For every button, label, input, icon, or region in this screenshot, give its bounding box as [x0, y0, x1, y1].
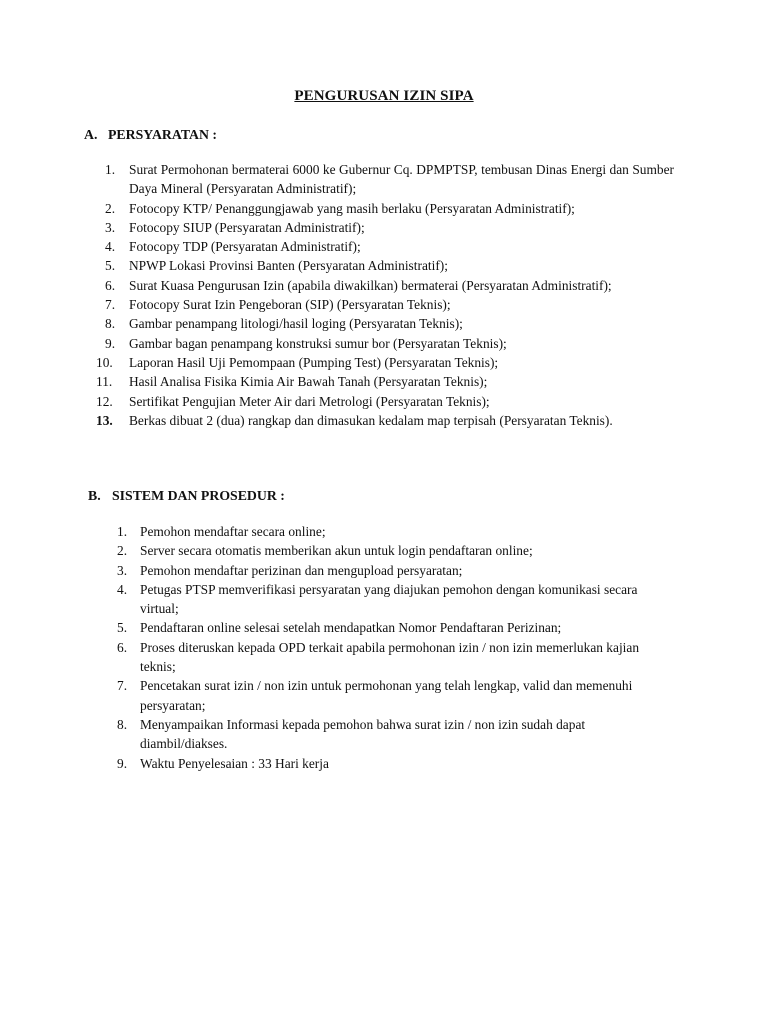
item-number: 8. [105, 316, 116, 332]
item-number: 5. [105, 258, 116, 274]
item-text: Hasil Analisa Fisika Kimia Air Bawah Tanah (Persyaratan Teknis); [129, 374, 488, 390]
item-text: Surat Permohonan bermaterai 6000 ke Gubernur Cq. DPMPTSP, tembusan Dinas Energi dan Sumber Daya Mineral (Persyaratan Administratif); [129, 162, 674, 197]
item-number: 2. [105, 200, 116, 216]
item-text: Pencetakan surat izin / non izin untuk permohonan yang telah lengkap, valid dan memenuhi persyaratan; [140, 678, 633, 713]
item-text: Petugas PTSP memverifikasi persyaratan yang diajukan pemohon dengan komunikasi secara virtual; [140, 581, 638, 617]
item-number: 8. [117, 716, 128, 732]
list-item [96, 372, 674, 391]
list-item [108, 541, 674, 560]
item-number: 9. [117, 755, 128, 771]
item-text: Pemohon mendaftar perizinan dan mengupload persyaratan; [140, 562, 463, 578]
item-number: 6. [105, 277, 116, 293]
section-a-title: PERSYARATAN : [108, 127, 217, 142]
item-text: Fotocopy KTP/ Penanggungjawab yang masih berlaku (Persyaratan Administratif); [129, 200, 575, 216]
item-text: Fotocopy SIUP (Persyaratan Administratif); [129, 219, 365, 235]
item-text: Gambar penampang litologi/hasil loging (Persyaratan Teknis); [129, 316, 463, 332]
item-text: Laporan Hasil Uji Pemompaan (Pumping Test) (Persyaratan Teknis); [129, 354, 499, 370]
list-item [96, 237, 674, 256]
list-item [108, 580, 674, 619]
section-b-title: SISTEM DAN PROSEDUR : [112, 488, 285, 503]
item-number: 10. [96, 354, 113, 370]
item-text: Pendaftaran online selesai setelah mendapatkan Nomor Pendaftaran Perizinan; [140, 620, 562, 636]
list-item [108, 754, 674, 773]
item-number: 2. [117, 543, 128, 559]
list-item [108, 638, 674, 677]
list-item [96, 276, 674, 295]
list-item [96, 199, 674, 218]
item-text: Pemohon mendaftar secara online; [140, 524, 326, 539]
list-item [108, 522, 674, 541]
requirements-list [96, 160, 674, 430]
section-b-letter: B. [88, 488, 101, 503]
list-item [108, 618, 674, 637]
list-item [96, 314, 674, 333]
item-text: Proses diteruskan kepada OPD terkait apabila permohonan izin / non izin memerlukan kajian teknis; [140, 639, 640, 675]
list-item [96, 160, 674, 199]
item-text: Fotocopy TDP (Persyaratan Administratif); [129, 239, 361, 255]
section-b-heading [88, 488, 285, 504]
procedure-list [108, 522, 674, 773]
list-item [96, 353, 674, 372]
item-text: Fotocopy Surat Izin Pengeboran (SIP) (Persyaratan Teknis); [129, 297, 451, 313]
item-number: 7. [117, 678, 128, 694]
list-item [108, 561, 674, 580]
item-number: 9. [105, 335, 116, 351]
document-title: PENGURUSAN IZIN SIPA [294, 88, 474, 104]
section-a-heading [84, 127, 217, 143]
item-number: 4. [105, 239, 116, 255]
item-number: 11. [96, 374, 113, 390]
item-number: 3. [117, 562, 128, 578]
item-text: Berkas dibuat 2 (dua) rangkap dan dimasukan kedalam map terpisah (Persyaratan Teknis). [129, 412, 613, 428]
item-text: Surat Kuasa Pengurusan Izin (apabila diwakilkan) bermaterai (Persyaratan Administratif); [129, 277, 612, 293]
item-number: 4. [117, 581, 128, 597]
list-item [96, 256, 674, 275]
item-text: Waktu Penyelesaian : 33 Hari kerja [140, 755, 329, 771]
item-text: Sertifikat Pengujian Meter Air dari Metrologi (Persyaratan Teknis); [129, 393, 490, 409]
list-item [96, 218, 674, 237]
list-item [108, 676, 674, 715]
item-number: 3. [105, 219, 116, 235]
item-text: Gambar bagan penampang konstruksi sumur bor (Persyaratan Teknis); [129, 335, 507, 351]
item-number: 7. [105, 297, 116, 313]
item-number: 6. [117, 639, 128, 655]
list-item [96, 411, 674, 430]
item-text: Server secara otomatis memberikan akun untuk login pendaftaran online; [140, 543, 533, 559]
item-number: 1. [105, 162, 116, 177]
item-number: 12. [96, 393, 113, 409]
item-number: 5. [117, 620, 128, 636]
item-number: 13. [96, 412, 113, 428]
list-item [108, 715, 674, 754]
section-a-letter: A. [84, 127, 98, 142]
list-item [96, 295, 674, 314]
list-item [96, 392, 674, 411]
list-item [96, 334, 674, 353]
item-number: 1. [117, 524, 128, 539]
item-text: NPWP Lokasi Provinsi Banten (Persyaratan Administratif); [129, 258, 448, 274]
item-text: Menyampaikan Informasi kepada pemohon bahwa surat izin / non izin sudah dapat diambil/diakses. [140, 716, 586, 752]
